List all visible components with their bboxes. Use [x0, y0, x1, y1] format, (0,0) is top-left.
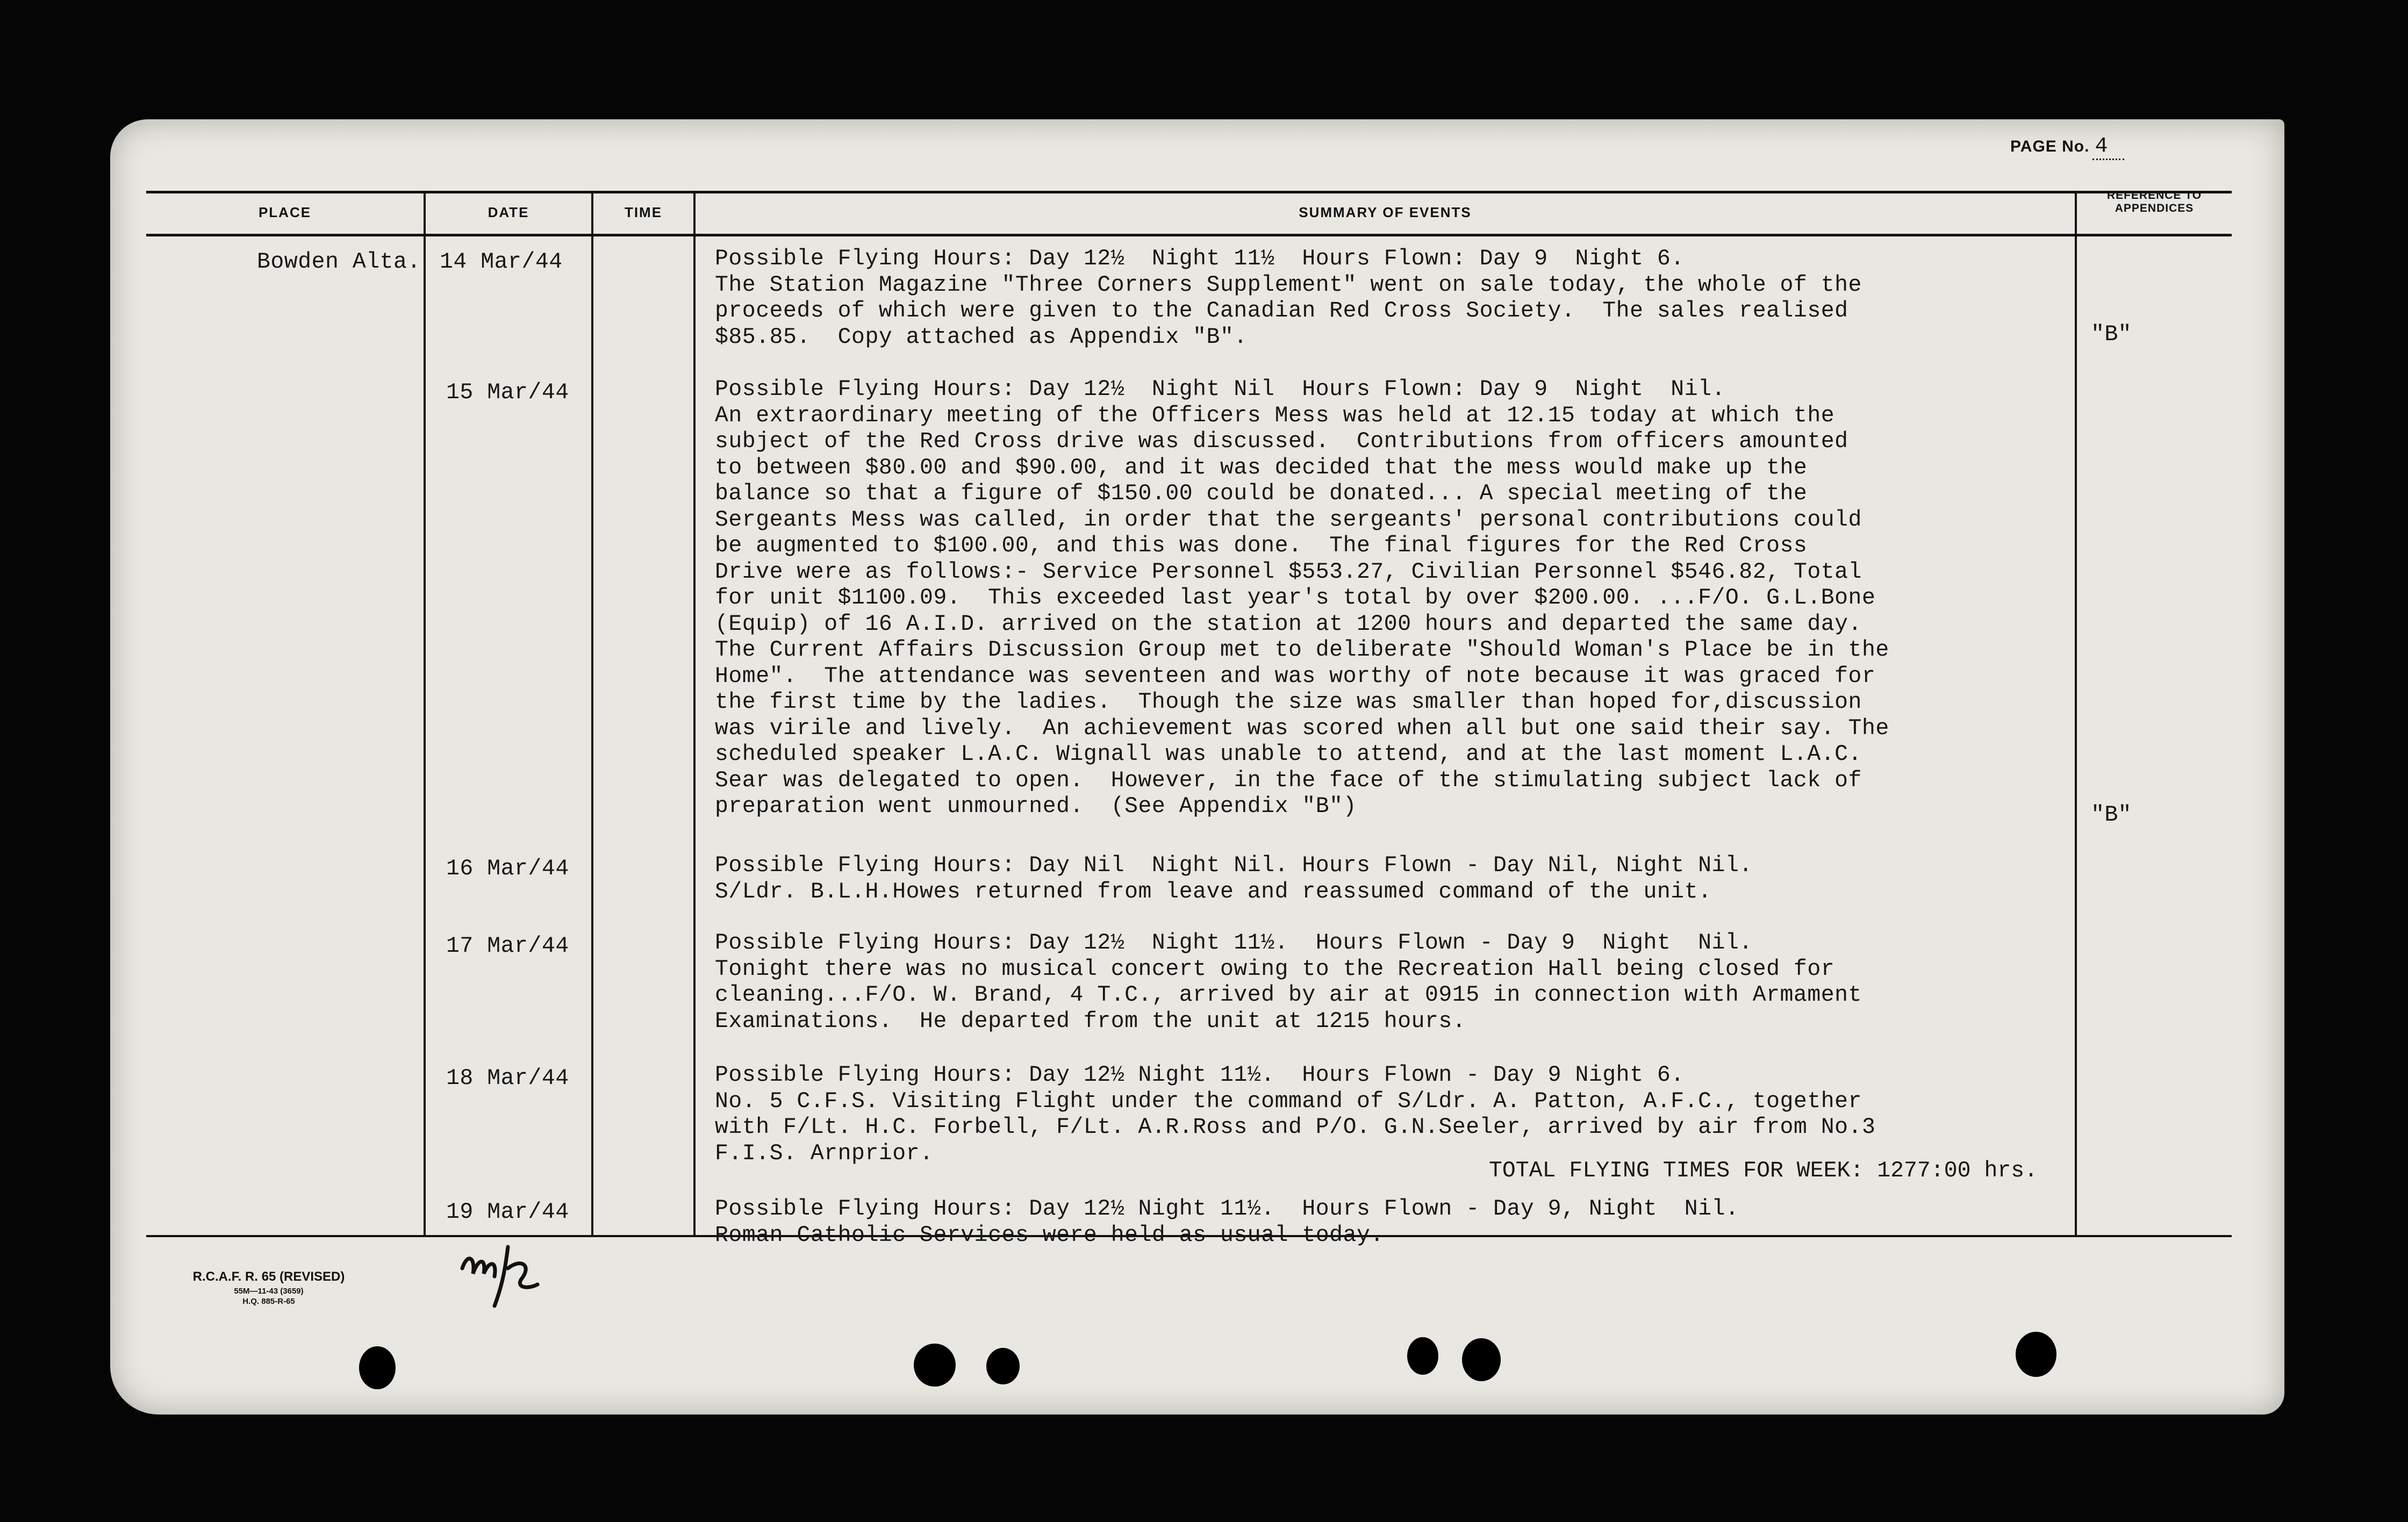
form-id-line3: H.Q. 885-R-65 [242, 1297, 295, 1306]
entry-line: Examinations. He departed from the unit at 1215 hours. [715, 1008, 1466, 1034]
entry-line: was virile and lively. An achievement was scored when all but one said their say. The [715, 715, 1889, 741]
date-column-header: DATE [488, 204, 529, 220]
entry-line: Possible Flying Hours: Day Nil Night Nil. Hours Flown - Day Nil, Night Nil. [715, 853, 1753, 878]
page-number [2010, 134, 2124, 159]
event-entry [715, 246, 2080, 350]
time-column-header: TIME [624, 204, 663, 220]
event-entry [715, 1196, 2080, 1248]
form-id-line2: 55M—11-43 (3659) [234, 1287, 304, 1296]
entry-line: Possible Flying Hours: Day 12½ Night 11½. Hours Flown - Day 9 Night 6. [715, 1062, 1685, 1088]
place-value: Bowden Alta. [257, 249, 421, 275]
entry-line: Drive were as follows:- Service Personnel $553.27, Civilian Personnel $546.82, Total [715, 559, 1862, 585]
punch-hole [914, 1344, 956, 1387]
entry-line: The Station Magazine "Three Corners Supplement" went on sale today, the whole of the [715, 272, 1862, 298]
entry-line: The Current Affairs Discussion Group met to deliberate "Should Woman's Place be in the [715, 637, 1889, 663]
place-column-header: PLACE [258, 204, 312, 220]
time-column-rule [591, 191, 593, 1236]
entry-line: for unit $1100.09. This exceeded last year's total by over $200.00. ...F/O. G.L.Bone [715, 585, 1876, 611]
entry-line: scheduled speaker L.A.C. Wignall was unable to attend, and at the last moment L.A.C. [715, 742, 1862, 767]
event-entry [715, 853, 2080, 905]
entry-date: 14 Mar/44 [440, 249, 563, 275]
event-entry [715, 930, 2080, 1035]
page-number-label: PAGE No. [2010, 138, 2090, 155]
entry-line: Possible Flying Hours: Day 12½ Night Nil Hours Flown: Day 9 Night Nil. [715, 377, 1725, 402]
handwritten-initials [457, 1236, 554, 1311]
entry-line: $85.85. Copy attached as Appendix "B". [715, 324, 1248, 350]
event-entry [715, 1062, 2080, 1167]
entry-line: Possible Flying Hours: Day 12½ Night 11½ Hours Flown: Day 9 Night 6. [715, 246, 1685, 271]
entry-line: proceeds of which were given to the Canadian Red Cross Society. The sales realised [715, 298, 1848, 324]
event-entry [715, 377, 2080, 820]
entry-line: to between $80.00 and $90.00, and it was decided that the mess would make up the [715, 455, 1808, 480]
punch-hole [2016, 1332, 2056, 1377]
punch-hole [359, 1346, 396, 1389]
entry-line: with F/Lt. H.C. Forbell, F/Lt. A.R.Ross and P/O. G.N.Seeler, arrived by air from No.3 [715, 1115, 1876, 1140]
entry-date: 18 Mar/44 [446, 1066, 569, 1091]
entry-date: 19 Mar/44 [446, 1200, 569, 1225]
reference-header-line1: REFERENCE TO [2106, 189, 2202, 202]
entry-line: Possible Flying Hours: Day 12½ Night 11½. Hours Flown - Day 9, Night Nil. [715, 1196, 1739, 1222]
entry-date: 17 Mar/44 [446, 934, 569, 959]
form-id-line1: R.C.A.F. R. 65 (REVISED) [192, 1269, 345, 1284]
entry-line: Roman Catholic Services were held as usual today. [715, 1222, 1384, 1248]
entry-line: Home". The attendance was seventeen and was worthy of note because it was graced for [715, 663, 1876, 689]
entry-date: 15 Mar/44 [446, 380, 569, 405]
weekly-total: TOTAL FLYING TIMES FOR WEEK: 1277:00 hrs. [1489, 1158, 2038, 1183]
header-top-rule [146, 191, 2232, 193]
entry-line: No. 5 C.F.S. Visiting Flight under the command of S/Ldr. A. Patton, A.F.C., together [715, 1088, 1862, 1114]
entry-line: the first time by the ladies. Though the size was smaller than hoped for,discussion [715, 690, 1862, 715]
entry-line: balance so that a figure of $150.00 could be donated... A special meeting of the [715, 481, 1808, 506]
appendix-reference: "B" [2091, 802, 2132, 828]
entry-line: be augmented to $100.00, and this was done. The final figures for the Red Cross [715, 533, 1808, 558]
entry-line: Tonight there was no musical concert owing to the Recreation Hall being closed for [715, 956, 1835, 982]
appendix-reference: "B" [2091, 321, 2132, 347]
entry-line: S/Ldr. B.L.H.Howes returned from leave and reassumed command of the unit. [715, 879, 1712, 904]
entry-date: 16 Mar/44 [446, 856, 569, 881]
punch-hole [1462, 1338, 1501, 1381]
entry-line: subject of the Red Cross drive was discussed. Contributions from officers amounted [715, 429, 1848, 454]
punch-hole [1407, 1337, 1438, 1375]
summary-column-rule [693, 191, 696, 1236]
reference-header-line2: APPENDICES [2115, 202, 2194, 214]
entry-line: preparation went unmourned. (See Appendix "B") [715, 794, 1357, 819]
reference-column-header [2077, 189, 2232, 214]
page-number-value: 4 [2092, 134, 2124, 160]
entry-line: Possible Flying Hours: Day 12½ Night 11½. Hours Flown - Day 9 Night Nil. [715, 930, 1753, 956]
entry-line: cleaning...F/O. W. Brand, 4 T.C., arrived by air at 0915 in connection with Armament [715, 982, 1862, 1008]
header-bottom-rule [146, 234, 2232, 236]
entry-line: (Equip) of 16 A.I.D. arrived on the station at 1200 hours and departed the same day. [715, 611, 1862, 637]
entry-line: Sear was delegated to open. However, in the face of the stimulating subject lack of [715, 767, 1862, 793]
entry-line: F.I.S. Arnprior. [715, 1140, 934, 1166]
punch-hole [986, 1348, 1020, 1384]
entry-line: Sergeants Mess was called, in order that the sergeants' personal contributions could [715, 507, 1862, 533]
date-column-rule [424, 191, 426, 1236]
summary-column-header: SUMMARY OF EVENTS [1299, 204, 1472, 220]
entry-line: An extraordinary meeting of the Officers Mess was held at 12.15 today at which the [715, 403, 1835, 428]
form-identifier [156, 1269, 382, 1306]
